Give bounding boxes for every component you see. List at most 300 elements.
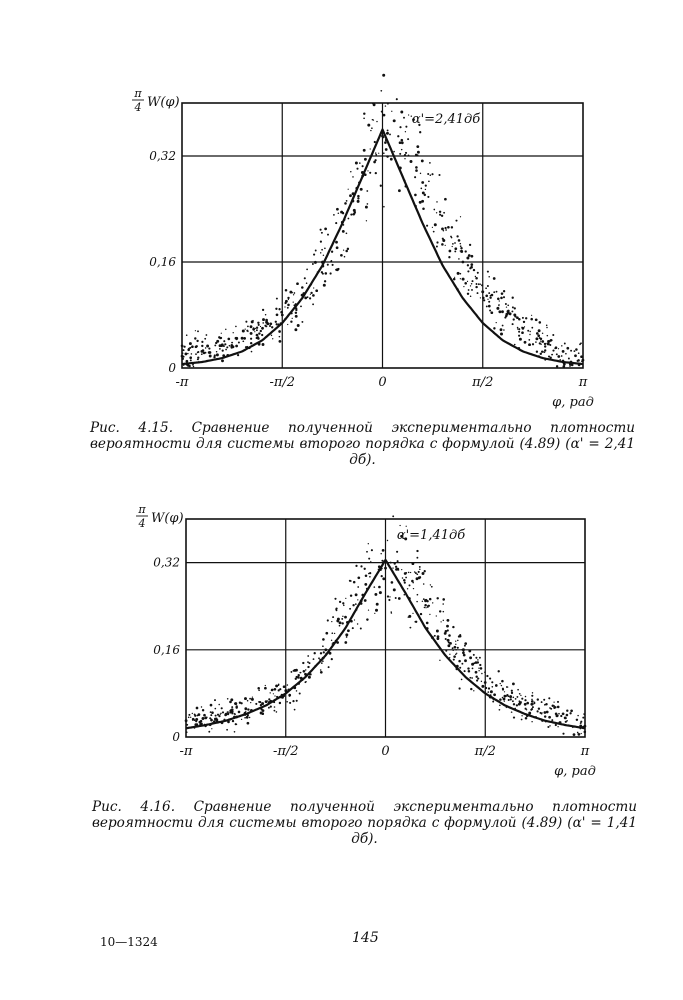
experiment-point <box>578 733 581 736</box>
experiment-point <box>287 307 289 309</box>
experiment-point <box>497 298 500 301</box>
experiment-point <box>225 329 226 330</box>
experiment-point <box>415 166 418 169</box>
experiment-point <box>238 341 240 343</box>
experiment-point <box>192 720 193 721</box>
experiment-point <box>502 688 504 690</box>
experiment-point <box>505 315 507 317</box>
experiment-point <box>444 227 446 229</box>
experiment-point <box>556 365 558 367</box>
experiment-point <box>537 710 539 712</box>
experiment-point <box>464 670 466 672</box>
experiment-point <box>510 698 512 700</box>
experiment-point <box>369 172 371 174</box>
experiment-data-point <box>384 567 387 570</box>
experiment-point <box>556 714 559 717</box>
experiment-point <box>552 334 554 336</box>
experiment-point <box>276 313 279 316</box>
experiment-point <box>181 357 184 360</box>
experiment-data-point <box>281 314 284 317</box>
experiment-point <box>352 176 354 178</box>
experiment-point <box>322 645 324 647</box>
x-tick-label: 0 <box>378 375 387 390</box>
experiment-point <box>257 322 259 324</box>
experiment-point <box>467 293 469 295</box>
experiment-point <box>346 232 348 234</box>
experiment-point <box>509 695 512 698</box>
experiment-point <box>359 162 361 164</box>
experiment-point <box>513 717 515 719</box>
experiment-point <box>215 342 217 344</box>
experiment-point <box>424 607 425 608</box>
experiment-point <box>397 135 399 137</box>
experiment-point <box>455 654 457 656</box>
experiment-point <box>270 706 272 708</box>
experiment-point <box>386 132 389 135</box>
experiment-point <box>350 171 351 172</box>
experiment-point <box>503 296 505 298</box>
experiment-point <box>478 670 479 671</box>
experiment-point <box>297 674 299 676</box>
experiment-point <box>478 283 480 285</box>
experiment-data-point <box>421 181 424 184</box>
experiment-point <box>293 670 295 672</box>
experiment-point <box>549 344 551 346</box>
experiment-point <box>446 625 449 628</box>
experiment-point <box>436 615 437 616</box>
experiment-point <box>551 354 553 356</box>
experiment-point <box>542 333 543 334</box>
experiment-point <box>318 657 320 659</box>
experiment-point <box>436 246 438 248</box>
experiment-point <box>364 158 367 161</box>
experiment-point <box>500 683 501 684</box>
experiment-point <box>463 286 464 287</box>
experiment-point <box>445 650 447 652</box>
experiment-point <box>464 282 467 285</box>
experiment-point <box>485 287 487 289</box>
experiment-point <box>477 292 479 294</box>
experiment-point <box>274 706 276 708</box>
experiment-point <box>512 683 515 686</box>
experiment-point <box>213 356 215 358</box>
experiment-point <box>453 278 456 281</box>
experiment-point <box>528 712 531 715</box>
experiment-point <box>403 579 406 582</box>
experiment-point <box>303 670 306 673</box>
experiment-point <box>506 306 507 307</box>
experiment-point <box>195 353 197 355</box>
experiment-point <box>245 711 246 712</box>
experiment-point <box>304 297 307 300</box>
experiment-point <box>499 705 501 707</box>
experiment-point <box>247 700 249 702</box>
experiment-point <box>188 714 190 716</box>
experiment-point <box>254 331 255 332</box>
experiment-point <box>514 307 516 309</box>
experiment-point <box>246 330 248 332</box>
experiment-point <box>383 206 385 208</box>
experiment-point <box>558 348 559 349</box>
experiment-point <box>462 278 465 281</box>
experiment-point <box>289 702 291 704</box>
experiment-point <box>516 316 519 319</box>
experiment-point <box>235 345 238 348</box>
experiment-point <box>374 593 377 596</box>
experiment-point <box>342 616 343 617</box>
experiment-point <box>531 699 533 701</box>
experiment-point <box>401 149 402 150</box>
experiment-point <box>472 668 474 670</box>
experiment-point <box>300 305 302 307</box>
experiment-point <box>233 332 234 333</box>
experiment-point <box>364 599 367 602</box>
figure-4-15-caption: Рис. 4.15. Сравнение полученной экспериментально плотности вероятности для системы второго порядка с формулой (4.89) (α' = 2,41 дб). <box>90 420 635 468</box>
experiment-point <box>486 675 488 677</box>
experiment-point <box>244 717 246 719</box>
experiment-point <box>339 625 341 627</box>
experiment-point <box>350 214 352 216</box>
experiment-point <box>330 261 332 263</box>
experiment-point <box>387 129 389 131</box>
experiment-point <box>370 561 371 562</box>
experiment-point <box>445 245 446 246</box>
experiment-point <box>506 686 508 688</box>
experiment-point <box>322 660 324 662</box>
experiment-point <box>489 296 491 298</box>
experiment-point <box>557 726 558 727</box>
experiment-point <box>379 591 382 594</box>
experiment-point <box>557 701 559 703</box>
experiment-point <box>566 347 569 350</box>
x-tick-label: π <box>580 744 590 759</box>
experiment-point <box>470 295 472 297</box>
experiment-point <box>458 239 461 242</box>
experiment-point <box>214 718 217 721</box>
experiment-point <box>223 340 225 342</box>
experiment-point <box>404 154 406 156</box>
experiment-point <box>397 560 399 562</box>
experiment-point <box>438 174 440 176</box>
experiment-point <box>580 355 583 358</box>
experiment-data-point <box>381 135 384 138</box>
experiment-point <box>577 732 579 734</box>
experiment-point <box>558 713 560 715</box>
experiment-point <box>198 713 201 716</box>
experiment-point <box>524 341 527 344</box>
experiment-point <box>208 731 210 733</box>
experiment-point <box>227 698 229 700</box>
experiment-point <box>381 575 383 577</box>
experiment-point <box>518 328 520 330</box>
experiment-point <box>385 105 386 106</box>
x-tick-label: -π <box>179 744 193 759</box>
experiment-point <box>365 574 368 577</box>
x-tick-label: -π/2 <box>269 375 296 390</box>
experiment-point <box>547 335 549 337</box>
experiment-point <box>265 326 266 327</box>
experiment-point <box>295 315 298 318</box>
experiment-point <box>461 679 463 681</box>
experiment-point <box>481 681 482 682</box>
experiment-point <box>287 304 290 307</box>
experiment-point <box>549 707 551 709</box>
experiment-point <box>262 318 265 321</box>
experiment-point <box>556 353 558 355</box>
experiment-point <box>493 327 495 329</box>
experiment-point <box>427 196 429 198</box>
y-axis-label: W(φ) <box>151 511 184 526</box>
experiment-point <box>383 152 385 154</box>
experiment-point <box>410 572 411 573</box>
experiment-point <box>387 595 389 597</box>
experiment-point <box>487 271 489 273</box>
experiment-point <box>278 684 280 686</box>
experiment-point <box>498 305 499 306</box>
experiment-point <box>283 685 286 688</box>
experiment-point <box>229 345 231 347</box>
experiment-point <box>391 111 392 112</box>
experiment-point <box>294 328 297 331</box>
experiment-point <box>432 602 433 603</box>
experiment-point <box>206 334 208 336</box>
experiment-point <box>508 699 510 701</box>
experiment-point <box>210 719 213 722</box>
experiment-point <box>224 343 226 345</box>
experiment-point <box>279 688 281 690</box>
experiment-point <box>391 581 394 584</box>
experiment-point <box>287 324 288 325</box>
experiment-point <box>529 334 530 335</box>
experiment-point <box>499 709 501 711</box>
experiment-point <box>373 161 376 164</box>
experiment-point <box>219 348 221 350</box>
experiment-point <box>215 715 217 717</box>
x-axis-label: φ, рад <box>552 395 594 410</box>
experiment-point <box>405 577 407 579</box>
experiment-point <box>388 599 390 601</box>
experiment-point <box>561 345 562 346</box>
experiment-point <box>416 601 417 602</box>
experiment-point <box>208 348 210 350</box>
experiment-point <box>200 720 202 722</box>
y-tick-label: 0,32 <box>153 555 180 570</box>
experiment-point <box>463 654 466 657</box>
experiment-point <box>448 634 451 637</box>
experiment-point <box>334 598 336 600</box>
experiment-point <box>355 593 358 596</box>
x-tick-label: π/2 <box>474 744 496 759</box>
experiment-point <box>546 327 548 329</box>
experiment-point <box>492 701 494 703</box>
figure-4-15-plot <box>0 0 683 410</box>
experiment-point <box>336 268 339 271</box>
experiment-point <box>489 310 491 312</box>
experiment-point <box>368 543 369 544</box>
experiment-point <box>190 359 192 361</box>
experiment-point <box>360 565 362 567</box>
experiment-point <box>284 306 285 307</box>
experiment-point <box>483 299 485 301</box>
experiment-point <box>496 322 497 323</box>
experiment-point <box>258 689 260 691</box>
experiment-point <box>461 663 463 665</box>
experiment-point <box>428 180 430 182</box>
experiment-point <box>521 715 522 716</box>
x-tick-label: 0 <box>381 744 390 759</box>
experiment-point <box>576 719 578 721</box>
experiment-point <box>414 194 417 197</box>
experiment-point <box>368 609 369 610</box>
experiment-point <box>214 699 216 701</box>
experiment-point <box>522 317 524 319</box>
experiment-point <box>321 232 323 234</box>
experiment-point <box>366 220 367 221</box>
experiment-point <box>367 124 370 127</box>
experiment-point <box>469 267 471 269</box>
experiment-point <box>194 337 196 339</box>
experiment-point <box>323 651 325 653</box>
experiment-point <box>274 710 276 712</box>
experiment-point <box>405 126 407 128</box>
experiment-point <box>525 708 527 710</box>
experiment-point <box>412 582 414 584</box>
x-axis-label: φ, рад <box>554 764 596 779</box>
experiment-point <box>312 294 315 297</box>
experiment-data-point <box>241 337 244 340</box>
experiment-point <box>477 661 479 663</box>
experiment-point <box>215 708 217 710</box>
experiment-point <box>477 659 479 661</box>
experiment-point <box>517 328 518 329</box>
experiment-point <box>327 234 329 236</box>
experiment-point <box>287 297 289 299</box>
experiment-point <box>378 153 379 154</box>
experiment-point <box>183 346 185 348</box>
experiment-point <box>416 550 418 552</box>
experiment-point <box>341 618 343 620</box>
experiment-point <box>325 272 328 275</box>
experiment-point <box>352 604 354 606</box>
experiment-point <box>251 351 253 353</box>
experiment-point <box>193 366 194 367</box>
experiment-point <box>231 342 233 344</box>
experiment-point <box>472 280 474 282</box>
experiment-point <box>523 321 525 323</box>
experiment-point <box>426 622 429 625</box>
experiment-point <box>565 353 567 355</box>
experiment-point <box>395 566 397 568</box>
experiment-point <box>573 733 576 736</box>
experiment-point <box>425 607 426 608</box>
experiment-point <box>405 152 407 154</box>
experiment-point <box>500 333 503 336</box>
experiment-point <box>443 620 444 621</box>
experiment-point <box>433 209 435 211</box>
experiment-point <box>371 549 373 551</box>
experiment-data-point <box>544 711 547 714</box>
experiment-point <box>265 319 268 322</box>
experiment-point <box>196 707 199 710</box>
experiment-point <box>470 263 473 266</box>
experiment-point <box>334 633 335 634</box>
experiment-point <box>496 291 498 293</box>
experiment-point <box>368 558 370 560</box>
experiment-point <box>413 588 414 589</box>
experiment-point <box>484 671 486 673</box>
experiment-point <box>526 702 529 705</box>
experiment-point <box>270 692 271 693</box>
experiment-point <box>440 621 441 622</box>
experiment-point <box>471 663 474 666</box>
experiment-point <box>357 200 360 203</box>
experiment-point <box>516 704 518 706</box>
experiment-point <box>369 576 371 578</box>
experiment-point <box>201 353 203 355</box>
experiment-point <box>314 652 316 654</box>
experiment-point <box>504 691 505 692</box>
experiment-point <box>375 152 376 153</box>
experiment-point <box>346 200 348 202</box>
experiment-point <box>231 706 233 708</box>
experiment-point <box>353 209 356 212</box>
experiment-point <box>518 331 520 333</box>
experiment-point <box>437 637 440 640</box>
experiment-data-point <box>484 681 487 684</box>
experiment-point <box>398 597 401 600</box>
experiment-point <box>476 680 478 682</box>
experiment-point <box>197 330 199 332</box>
experiment-point <box>423 598 425 600</box>
experiment-point <box>376 121 377 122</box>
experiment-point <box>285 289 288 292</box>
experiment-point <box>384 141 387 144</box>
experiment-point <box>325 632 328 635</box>
experiment-point <box>431 586 433 588</box>
experiment-point <box>512 700 514 702</box>
experiment-point <box>471 283 473 285</box>
experiment-point <box>569 712 571 714</box>
experiment-point <box>439 211 441 213</box>
experiment-point <box>312 263 314 265</box>
experiment-point <box>416 577 419 580</box>
experiment-point <box>393 119 396 122</box>
experiment-point <box>265 685 266 686</box>
experiment-point <box>442 603 444 605</box>
experiment-point <box>381 111 383 113</box>
experiment-point <box>465 250 467 252</box>
experiment-point <box>188 365 191 368</box>
experiment-point <box>234 731 236 733</box>
experiment-point <box>355 162 358 165</box>
experiment-point <box>402 577 404 579</box>
experiment-point <box>371 127 373 129</box>
experiment-point <box>335 241 338 244</box>
experiment-point <box>344 202 347 205</box>
experiment-point <box>552 350 554 352</box>
experiment-point <box>502 697 504 699</box>
experiment-point <box>514 344 516 346</box>
experiment-point <box>419 576 421 578</box>
experiment-point <box>530 709 532 711</box>
experiment-point <box>345 633 348 636</box>
experiment-point <box>477 272 479 274</box>
y-tick-label: 0,32 <box>149 149 176 163</box>
experiment-point <box>434 635 436 637</box>
experiment-point <box>320 241 322 243</box>
experiment-point <box>256 334 259 337</box>
experiment-point <box>401 569 402 570</box>
